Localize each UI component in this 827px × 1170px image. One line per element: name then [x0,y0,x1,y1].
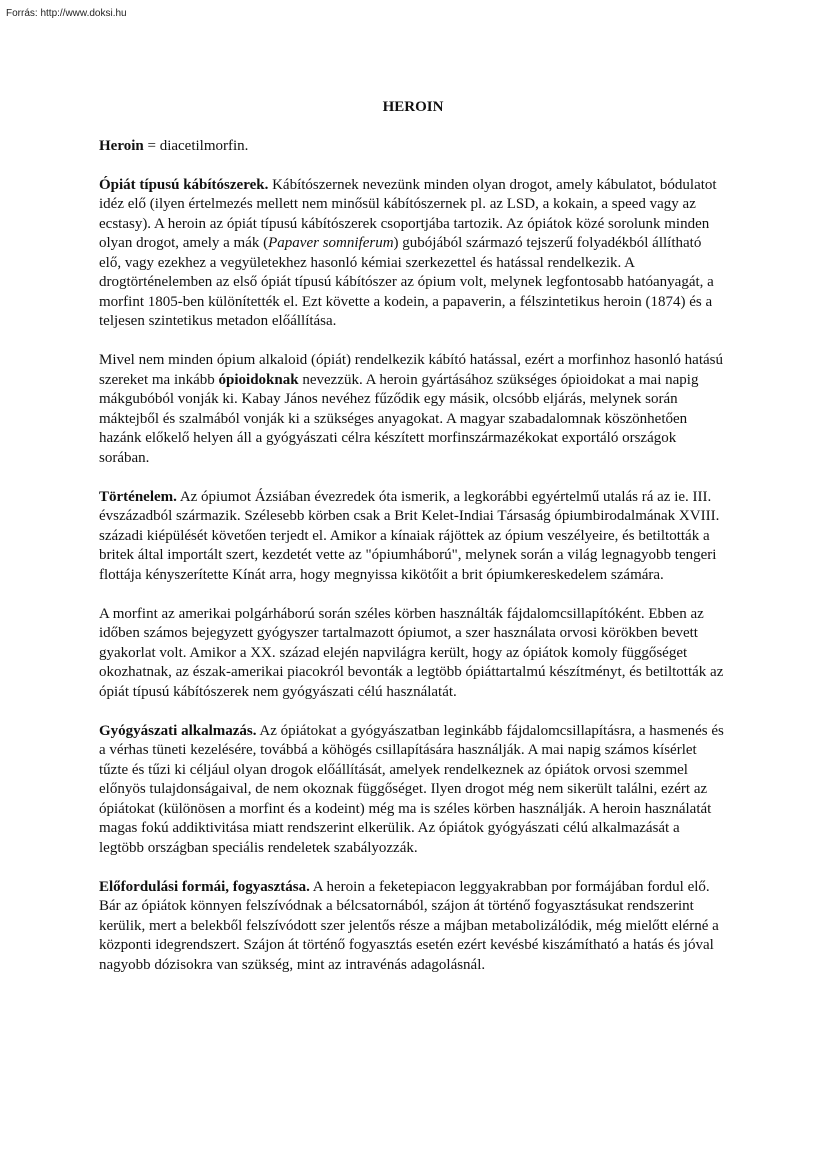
intro-term: Heroin [99,137,144,154]
paragraph-text: nevezzük. A heroin gyártásához szükséges ópioidokat a mai napig mákgubóból vonják ki. Kabay János nevéhez fűződik egy másik, olcsóbb eljárás, melynek során máktejből és szalmából vonják ki a szükséges anyagokat. A magyar szabadalomnak köszönhetően hazánk előkelő helyen áll a gyógyászati célra készített morfinszármazékokat exportáló országok sorában. [99,371,699,466]
paragraph-medical [99,722,727,859]
heading-history: Történelem. [99,488,177,505]
latin-name: Papaver somniferum [268,235,394,251]
document-page [99,98,727,995]
intro-paragraph [99,137,727,157]
heading-forms: Előfordulási formái, fogyasztása. [99,878,310,895]
paragraph-text: Az ópiátokat a gyógyászatban leginkább fájdalomcsillapításra, a hasmenés és a vérhas tüneti kezelésére, továbbá a köhögés csillapítására használják. A mai napig számos kísérlet tűzte és tűzi ki céljául olyan drogok előállítását, amelyek rendelkeznek az ópiátok orvosi szemmel előnyös tulajdonságaival, de nem okoznak függőséget. Ilyen drogot még nem sikerült találni, ezért az ópiátokat (különösen a morfint és a kodeint) még ma is széles körben használják. A heroin használatát magas fokú addiktivitása miatt rendszerint elkerülik. Az ópiátok gyógyászati célú alkalmazását a legtöbb országban speciális rendeletek szabályozzák. [99,722,724,856]
paragraph-text: A heroin a feketepiacon leggyakrabban por formájában fordul elő. Bár az ópiátok könnyen felszívódnak a bélcsatornából, szájon át történő fogyasztásukat rendszerint kerülik, mert a belekből felszívódott szer jelentős része a májban metabolizálódik, még mielőtt elérné a központi idegrendszert. Szájon át történő fogyasztás esetén ezért kevésbé kiszámítható a hatás és jóval nagyobb dózisokra van szükség, mint az intravénás adagolásnál. [99,878,719,973]
heading-opiates: Ópiát típusú kábítószerek. [99,176,269,193]
paragraph-text: ) gubójából származó tejszerű folyadékból állítható elő, vagy ezekhez a vegyületekhez hasonló kémiai szerkezettel és hatással rendelkezik. A drogtörténelemben az első ópiát típusú kábítószer az ópium volt, melynek legfontosabb hatóanyagát, a morfint 1805-ben különítették el. Ezt követte a kodein, a papaverin, a félszintetikus heroin (1874) és a teljesen szintetikus metadon előállítása. [99,235,714,329]
paragraph-text: A morfint az amerikai polgárháború során széles körben használták fájdalomcsillapítóként. Ebben az időben számos bejegyzett gyógyszer tartalmazott ópiumot, a szer használata orvosi körökben bevett gyakorlat volt. Amikor a XX. század elején napvilágra került, hogy az ópiátok komoly függőséget okozhatnak, az észak-amerikai piacokról bevonták a legtöbb ópiáttartalmú készítményt, és betiltották az ópiát típusú kábítószerek nem gyógyászati célú használatát. [99,605,724,700]
document-title: HEROIN [382,99,444,115]
paragraph-text: Az ópiumot Ázsiában évezredek óta ismerik, a legkorábbi egyértelmű utalás rá az ie. III. évszázadból származik. Szélesebb körben csak a Brit Kelet-Indiai Társaság ópiumbirodalmának XVIII. századi kiépülését követően terjedt el. Amikor a kínaiak rájöttek az ópium veszélyeire, és betiltották a britek által importált szert, kezdetét vette az "ópiumháború", melynek során a világ legnagyobb tengeri flottája kényszerítette Kínát arra, hogy megnyissa kikötőit a brit ópiumkereskedelem számára. [99,488,720,583]
heading-medical: Gyógyászati alkalmazás. [99,722,257,739]
paragraph-opiates [99,176,727,332]
paragraph-morphine [99,605,727,703]
paragraph-history [99,488,727,586]
paragraph-opioids [99,351,727,468]
paragraph-forms [99,878,727,976]
paragraph-text: Mivel nem minden ópium alkaloid (ópiát) rendelkezik kábító hatással, ezért a morfinhoz hasonló hatású szereket ma inkább [99,352,723,388]
intro-text: = diacetilmorfin. [143,137,249,154]
paragraph-text: Kábítószernek nevezünk minden olyan drogot, amely kábulatot, bódulatot idéz elő (ilyen értelmezés mellett nem minősül kábítószernek pl. az LSD, a kokain, a speed vagy az ecstasy). A heroin az ópiát típusú kábítószerek csoportjába tartozik. Az ópiátok közé sorolunk minden olyan drogot, amely a mák ( [99,176,717,251]
term-opioids: ópioidoknak [218,371,299,388]
source-credit: Forrás: http://www.doksi.hu [6,8,127,19]
